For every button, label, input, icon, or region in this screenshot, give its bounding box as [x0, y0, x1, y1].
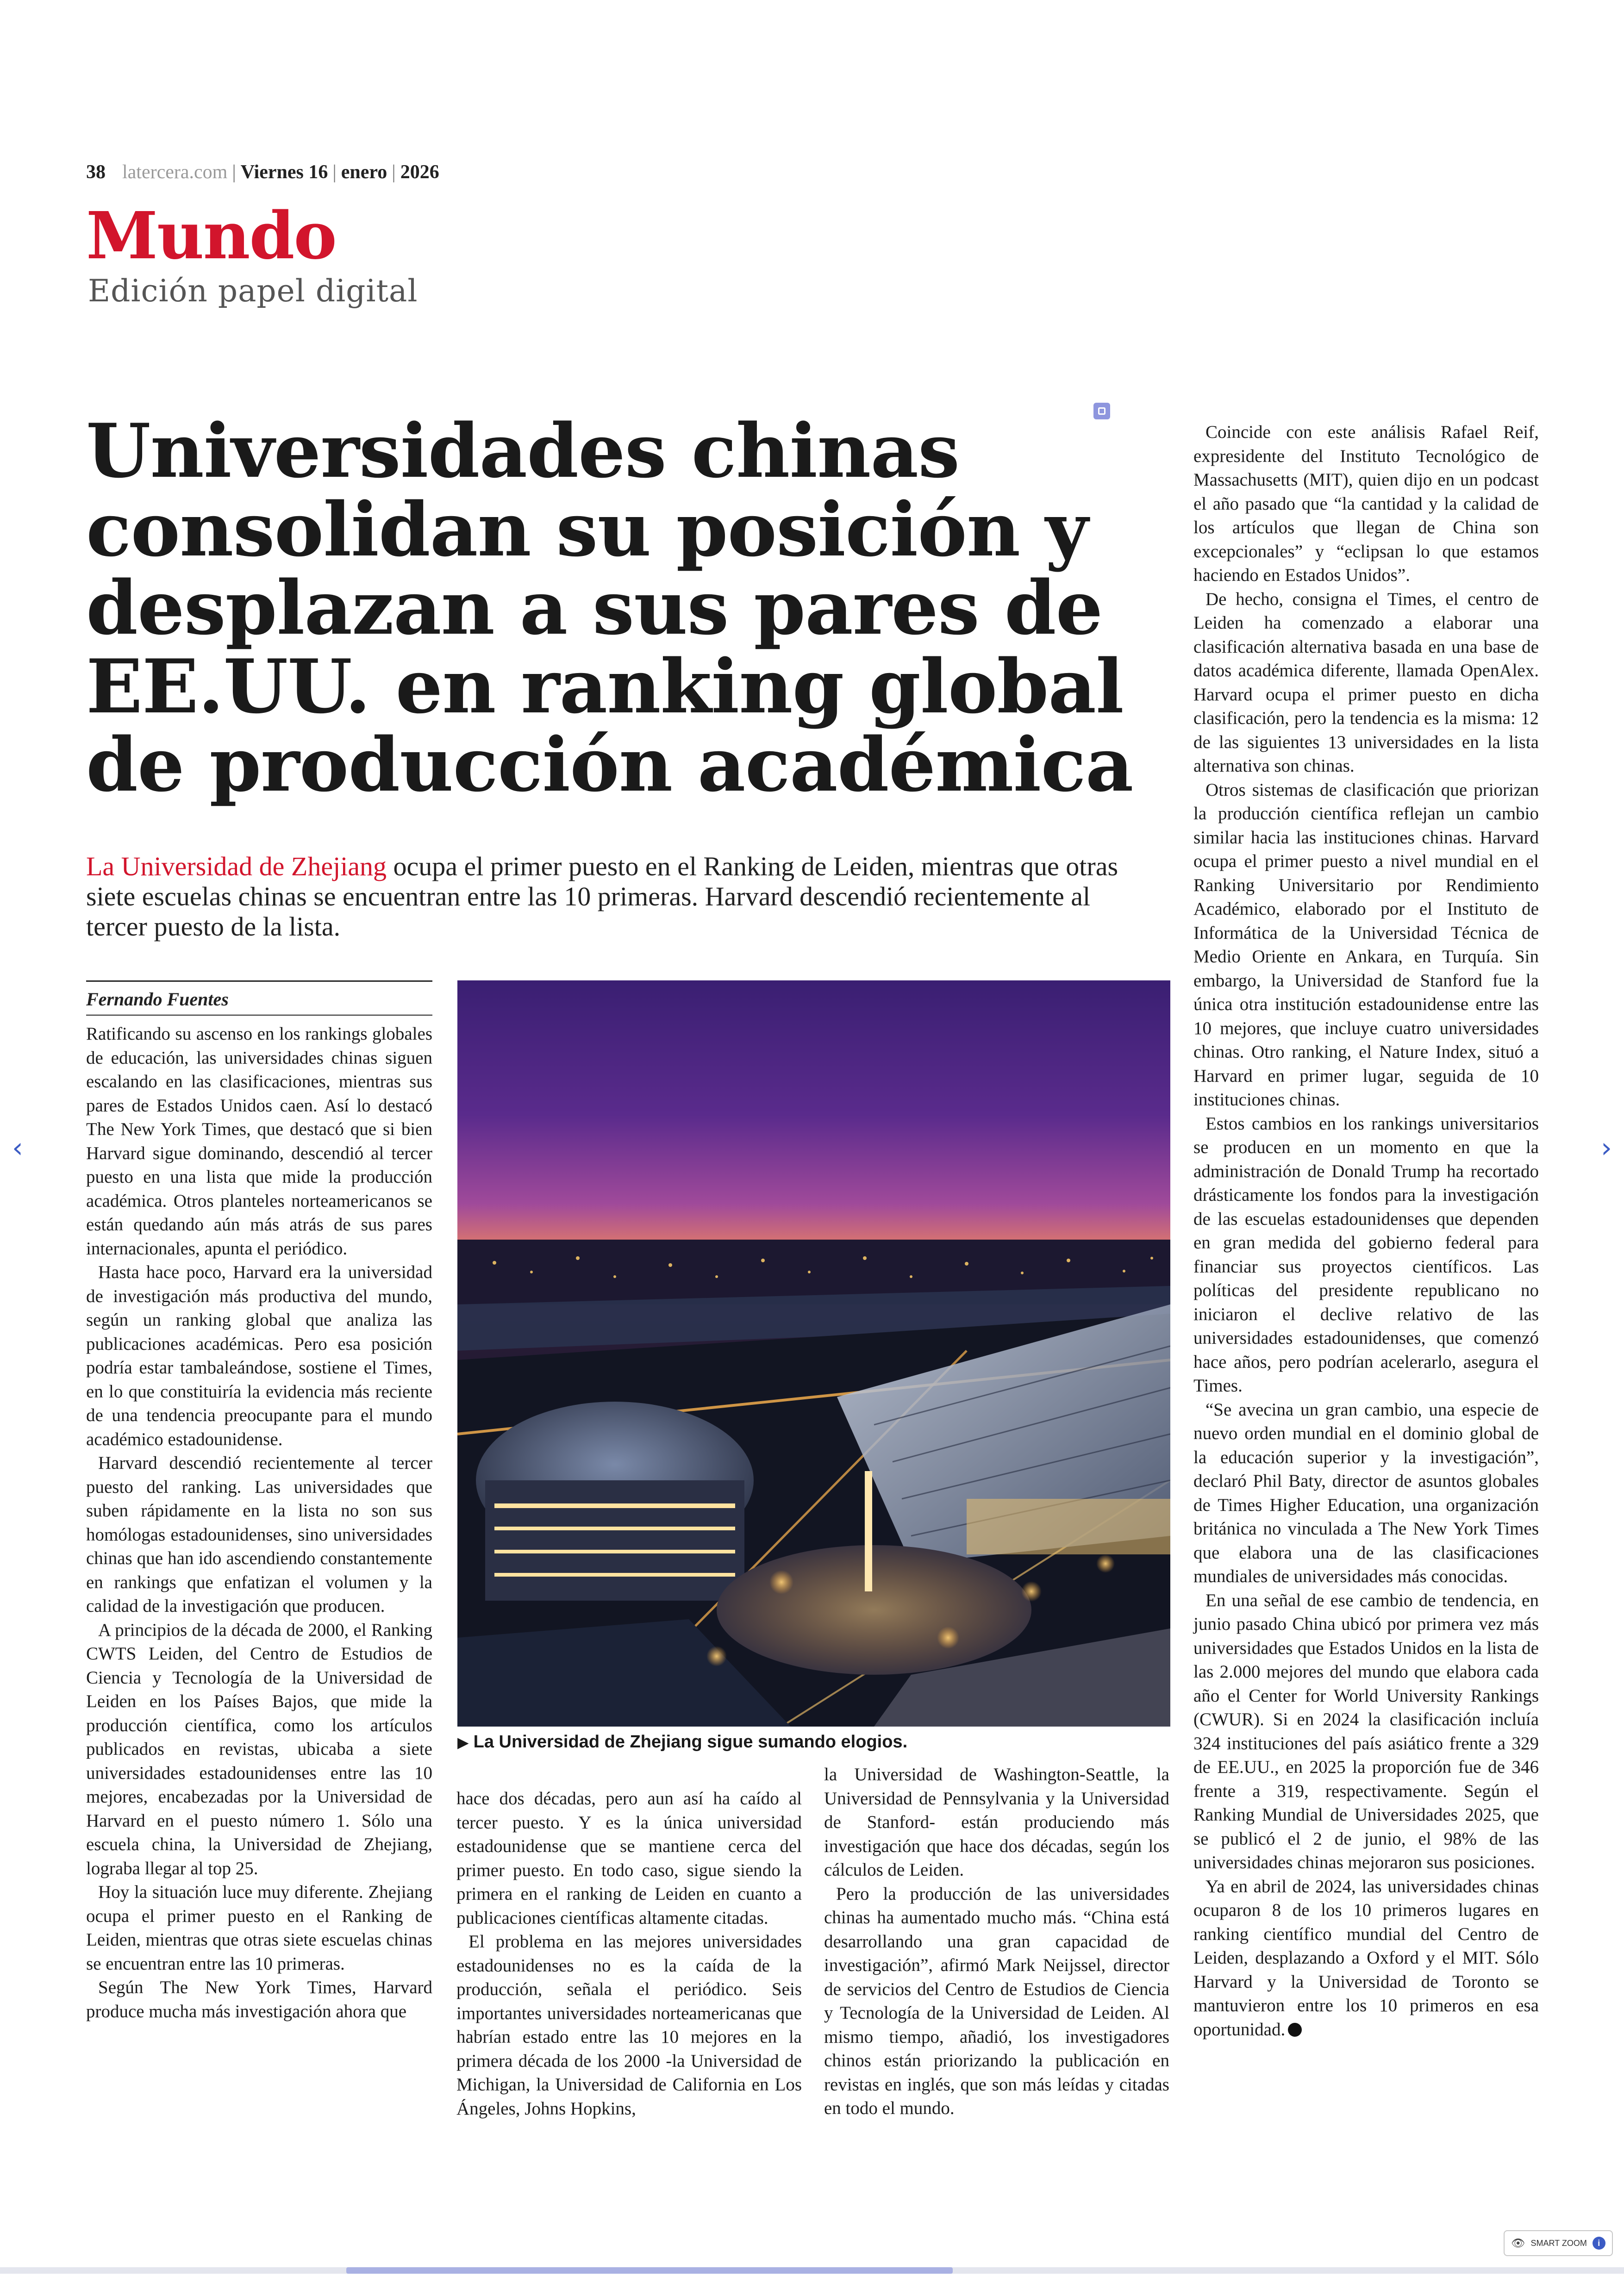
end-mark-icon [1288, 2023, 1302, 2037]
smart-zoom-button[interactable] [1504, 2230, 1613, 2256]
paragraph: Harvard descendió recientemente al tercer puesto del ranking. Las universidades que suben rápidamente en la lista no son sus homólogas estadounidenses, sino universidades chinas que han ido ascendiendo constantemente en rankings que enfatizan el volumen y la calidad de la investigación que producen. [86, 1453, 432, 1616]
eye-icon: 👁 [1511, 2237, 1525, 2250]
issue-year: 2026 [400, 162, 439, 183]
paragraph: Ratificando su ascenso en los rankings globales de educación, las universidades chinas siguen escalando en las clasificaciones, mientras sus pares de Estados Unidos caen. Así lo destacó The New York Times, que destacó que si bien Harvard sigue dominando, descendió al tercer puesto en una lista que mide la producción académica. Otros planteles norteamericanos se están quedando aún más atrás de sus pares internacionales, apunta el periódico. [86, 1024, 432, 1259]
paragraph-text: Ya en abril de 2024, las universidades chinas ocuparon 8 de los 10 primeros lugares en ranking científico mundial del Centro de Leiden, desplazando a Oxford y el MIT. Sólo Harvard y la Universidad de Toronto se mantuvieron entre los 10 primeros en esa oportunidad. [1193, 1876, 1539, 2039]
paragraph: “Se avecina un gran cambio, una especie de nuevo orden mundial en el dominio global de la educación superior y la investigación”, declaró Phil Baty, director de asuntos globales de Times Higher Education, una organización británica no vinculada a The New York Times que elabora una de las clasificaciones mundiales de universidades más conocidas. [1193, 1399, 1539, 1586]
caption-arrow-icon: ▶ [457, 1734, 469, 1751]
article-column-4 [1193, 420, 1539, 2041]
article-column-1 [86, 1022, 432, 2023]
article-column-2 [456, 1787, 802, 2120]
paragraph: En una señal de ese cambio de tendencia, en junio pasado China ubicó por primera vez más universidades que Estados Unidos en la lista de las 2.000 mejores del mundo que elabora cada año el Center for World University Rankings (CWUR). Si en 2024 la clasificación incluía 324 instituciones del país asiático frente a 329 de EE.UU., en 2025 la proporción fue de 346 frente a 319, respectivamente. Según el Ranking Mundial de Universidades 2025, que se publicó el 2 de junio, el 98% de las universidades chinas mejoraron sus posiciones. [1193, 1590, 1539, 1872]
headline-line: EE.UU. en ranking global [86, 642, 1124, 730]
site-name: latercera.com [122, 162, 228, 183]
smart-zoom-label: SMART ZOOM [1530, 2238, 1587, 2248]
paragraph: El problema en las mejores universidades estadounidenses no es la caída de la producción, señala el periódico. Seis importantes universidades norteamericanas que habrían estado entre las 10 mejores en la primera década de los 2000 -la Universidad de Michigan, la Universidad de California en Los Ángeles, Johns Hopkins, [456, 1932, 802, 2119]
article-headline [86, 407, 1160, 809]
next-page-arrow-icon[interactable]: › [1601, 1132, 1612, 1164]
page-number: 38 [86, 162, 106, 183]
page-folio: 38 latercera.com | Viernes 16 | enero | 2026 [86, 162, 439, 183]
paragraph: De hecho, consigna el Times, el centro de Leiden ha comenzado a elaborar una clasificación alternativa basada en una base de datos académica diferente, llamada OpenAlex. Harvard ocupa el primer puesto en dicha clasificación, pero la tendencia es la misma: 12 de las siguientes 13 universidades en la lista alternativa son chinas. [1193, 589, 1539, 776]
headline-line: de producción académica [86, 721, 1133, 809]
headline-line: consolidan su posición y [86, 486, 1088, 573]
edition-label: Edición papel digital [88, 273, 418, 309]
deck-text: ocupa el primer puesto en el Ranking de Leiden, mientras que otras siete escuelas chinas se encuentran entre las 10 primeras. Harvard descendió recientemente al tercer puesto de la lista. [86, 851, 1118, 942]
campus-photo [457, 980, 1170, 1727]
paragraph: Otros sistemas de clasificación que priorizan la producción científica reflejan un cambio similar hacia las instituciones chinas. Harvard ocupa el primer puesto a nivel mundial en el Ranking Universitario por Rendimiento Académico, elaborado por el Instituto de Informática de la Universidad Técnica de Medio Oriente en Ankara, en Turquía. Sin embargo, la Universidad de Stanford fue la única otra institución estadounidense entre las 10 mejores, que incluye cuatro universidades chinas. Otro ranking, el Nature Index, situó a Harvard en primer lugar, seguida de 10 instituciones chinas. [1193, 780, 1539, 1110]
byline: Fernando Fuentes [86, 989, 229, 1010]
section-title: Mundo [86, 198, 336, 274]
photo-caption [457, 1732, 1170, 1752]
paragraph: A principios de la década de 2000, el Ranking CWTS Leiden, del Centro de Estudios de Ciencia y Tecnología de la Universidad de Leiden en los Países Bajos, que mide la producción científica, como los artículos publicados en revistas, ubicaba a siete universidades estadounidenses entre las 10 mejores, encabezadas por la Universidad de Harvard en el puesto número 1. Sólo una escuela china, la Universidad de Zhejiang, lograba llegar al top 25. [86, 1620, 432, 1878]
byline-box [86, 980, 432, 1016]
paragraph: Pero la producción de las universidades chinas ha aumentado mucho más. “China está desarrollando una gran capacidad de investigación”, afirmó Mark Neijssel, director de servicios del Centro de Estudios de Ciencia y Tecnología de la Universidad de Leiden. Al mismo tiempo, añadió, los investigadores chinos están priorizando la publicación en revistas en inglés, que son más leídas y citadas en todo el mundo. [824, 1883, 1169, 2118]
headline-line: desplazan a sus pares de [86, 564, 1103, 652]
paragraph [1193, 1875, 1539, 2042]
article-deck [86, 852, 1151, 942]
note-chip-icon[interactable] [1093, 403, 1110, 419]
previous-page-arrow-icon[interactable]: ‹ [12, 1132, 23, 1164]
paragraph: hace dos décadas, pero aun así ha caído al tercer puesto. Y es la única universidad estadounidense que se mantiene cerca del primer puesto. En todo caso, sigue siendo la primera en el ranking de Leiden en cuanto a publicaciones científicas altamente citadas. [456, 1789, 802, 1928]
paragraph: Hoy la situación luce muy diferente. Zhejiang ocupa el primer puesto en el Ranking de Leiden, mientras que otras siete escuelas chinas se encuentran entre las 10 primeras. [86, 1882, 432, 1974]
article-column-3 [824, 1763, 1169, 2120]
caption-text: La Universidad de Zhejiang sigue sumando elogios. [473, 1732, 908, 1752]
paragraph: Según The New York Times, Harvard produce mucha más investigación ahora que [86, 1977, 432, 2021]
headline-line: Universidades chinas [86, 407, 960, 494]
paragraph: la Universidad de Washington-Seattle, la Universidad de Pennsylvania y la Universidad de Stanford- están produciendo más investigación que hace dos décadas, según los cálculos de Leiden. [824, 1765, 1169, 1880]
info-icon[interactable]: i [1593, 2237, 1605, 2250]
paragraph: Coincide con este análisis Rafael Reif, expresidente del Instituto Tecnológico de Massachusetts (MIT), quien dijo en un podcast el año pasado que “la cantidad y la calidad de los artículos que llegan de China son excepcionales” y “eclipsan lo que estamos haciendo en Estados Unidos”. [1193, 422, 1539, 585]
horizontal-scrollbar-thumb[interactable] [346, 2267, 953, 2274]
issue-day: Viernes 16 [240, 162, 328, 183]
paragraph: Estos cambios en los rankings universitarios se producen en un momento en que la administración de Donald Trump ha recortado drásticamente los fondos para la investigación de las escuelas estadounidenses que dependen en gran medida del gobierno federal para financiar sus proyectos científicos. Las políticas del presidente republicano no iniciaron el declive relativo de las universidades estadounidenses, que comenzó hace años, pero podrían acelerarlo, asegura el Times. [1193, 1113, 1539, 1396]
paragraph: Hasta hace poco, Harvard era la universidad de investigación más productiva del mundo, según un ranking global que analiza las publicaciones académicas. Pero esa posición podría estar tambaleándose, sostiene el Times, en lo que constituiría la evidencia más reciente de una tendencia preocupante para el mundo académico estadounidense. [86, 1262, 432, 1449]
issue-month: enero [341, 162, 387, 183]
deck-highlight[interactable]: La Universidad de Zhejiang [86, 851, 387, 881]
